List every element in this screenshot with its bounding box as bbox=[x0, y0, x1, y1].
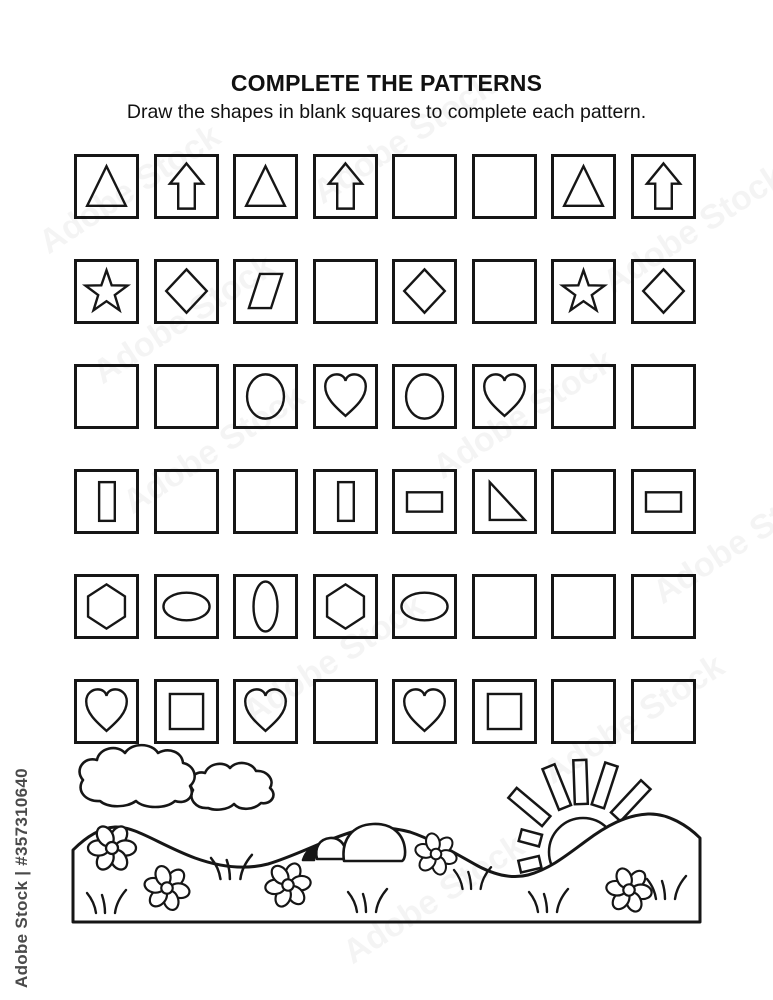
shape-hexagon-icon bbox=[316, 577, 375, 636]
pattern-cell-arrow-up bbox=[154, 154, 219, 219]
pattern-cell-hexagon bbox=[74, 574, 139, 639]
pattern-cell-arrow-up bbox=[631, 154, 696, 219]
shape-diamond-icon bbox=[157, 262, 216, 321]
pattern-cell-circle bbox=[233, 364, 298, 429]
pattern-cell-ellipse-horizontal bbox=[392, 574, 457, 639]
pattern-cell-blank[interactable] bbox=[551, 364, 616, 429]
instruction-text: Draw the shapes in blank squares to complete each pattern. bbox=[126, 101, 647, 123]
pattern-cell-blank[interactable] bbox=[472, 574, 537, 639]
pattern-cell-blank[interactable] bbox=[313, 259, 378, 324]
pattern-cell-triangle bbox=[233, 154, 298, 219]
shape-square-icon bbox=[157, 682, 216, 741]
shape-rect-vertical-icon bbox=[77, 472, 136, 531]
pattern-cell-rect-horizontal bbox=[631, 469, 696, 534]
shape-heart-icon bbox=[236, 682, 295, 741]
shape-arrow-up-icon bbox=[634, 157, 693, 216]
pattern-cell-blank[interactable] bbox=[631, 574, 696, 639]
shape-triangle-icon bbox=[554, 157, 613, 216]
pattern-cell-rect-vertical bbox=[313, 469, 378, 534]
pattern-cell-blank[interactable] bbox=[154, 364, 219, 429]
rocks bbox=[303, 824, 405, 861]
pattern-cell-blank[interactable] bbox=[631, 364, 696, 429]
pattern-grid bbox=[74, 154, 696, 744]
pattern-cell-heart bbox=[313, 364, 378, 429]
pattern-cell-hexagon bbox=[313, 574, 378, 639]
pattern-cell-right-triangle bbox=[472, 469, 537, 534]
shape-heart-icon bbox=[77, 682, 136, 741]
shape-square-icon bbox=[475, 682, 534, 741]
pattern-cell-blank[interactable] bbox=[472, 154, 537, 219]
shape-star-icon bbox=[77, 262, 136, 321]
pattern-cell-triangle bbox=[551, 154, 616, 219]
pattern-cell-blank[interactable] bbox=[392, 154, 457, 219]
cloud-icon bbox=[80, 745, 274, 810]
shape-arrow-up-icon bbox=[157, 157, 216, 216]
pattern-cell-star bbox=[551, 259, 616, 324]
pattern-cell-square bbox=[154, 679, 219, 744]
shape-diamond-icon bbox=[634, 262, 693, 321]
shape-arrow-up-icon bbox=[316, 157, 375, 216]
shape-triangle-icon bbox=[77, 157, 136, 216]
pattern-cell-blank[interactable] bbox=[472, 259, 537, 324]
pattern-cell-blank[interactable] bbox=[551, 679, 616, 744]
pattern-cell-circle bbox=[392, 364, 457, 429]
shape-heart-icon bbox=[475, 367, 534, 426]
pattern-cell-heart bbox=[472, 364, 537, 429]
pattern-cell-star bbox=[74, 259, 139, 324]
shape-right-triangle-icon bbox=[475, 472, 534, 531]
shape-ellipse-horizontal-icon bbox=[157, 577, 216, 636]
pattern-cell-blank[interactable] bbox=[551, 574, 616, 639]
shape-hexagon-icon bbox=[77, 577, 136, 636]
pattern-cell-diamond bbox=[392, 259, 457, 324]
pattern-cell-parallelogram bbox=[233, 259, 298, 324]
pattern-cell-arrow-up bbox=[313, 154, 378, 219]
pattern-cell-blank[interactable] bbox=[551, 469, 616, 534]
shape-ellipse-vertical-icon bbox=[236, 577, 295, 636]
pattern-cell-blank[interactable] bbox=[74, 364, 139, 429]
shape-rect-horizontal-icon bbox=[395, 472, 454, 531]
pattern-cell-rect-vertical bbox=[74, 469, 139, 534]
pattern-cell-ellipse-vertical bbox=[233, 574, 298, 639]
shape-rect-horizontal-icon bbox=[634, 472, 693, 531]
shape-circle-icon bbox=[236, 367, 295, 426]
pattern-cell-ellipse-horizontal bbox=[154, 574, 219, 639]
pattern-cell-diamond bbox=[631, 259, 696, 324]
pattern-cell-square bbox=[472, 679, 537, 744]
shape-triangle-icon bbox=[236, 157, 295, 216]
pattern-cell-heart bbox=[74, 679, 139, 744]
pattern-cell-triangle bbox=[74, 154, 139, 219]
shape-circle-icon bbox=[395, 367, 454, 426]
shape-parallelogram-icon bbox=[236, 262, 295, 321]
pattern-cell-heart bbox=[392, 679, 457, 744]
pattern-cell-blank[interactable] bbox=[313, 679, 378, 744]
shape-heart-icon bbox=[316, 367, 375, 426]
shape-heart-icon bbox=[395, 682, 454, 741]
countryside-scene bbox=[60, 742, 710, 977]
pattern-cell-blank[interactable] bbox=[154, 469, 219, 534]
shape-star-icon bbox=[554, 262, 613, 321]
pattern-cell-rect-horizontal bbox=[392, 469, 457, 534]
stock-credit-watermark: Adobe Stock | #357310640 bbox=[12, 768, 31, 988]
pattern-cell-heart bbox=[233, 679, 298, 744]
shape-rect-vertical-icon bbox=[316, 472, 375, 531]
pattern-cell-blank[interactable] bbox=[233, 469, 298, 534]
shape-ellipse-horizontal-icon bbox=[395, 577, 454, 636]
pattern-cell-diamond bbox=[154, 259, 219, 324]
shape-diamond-icon bbox=[395, 262, 454, 321]
page-title: COMPLETE THE PATTERNS bbox=[230, 70, 543, 96]
pattern-cell-blank[interactable] bbox=[631, 679, 696, 744]
